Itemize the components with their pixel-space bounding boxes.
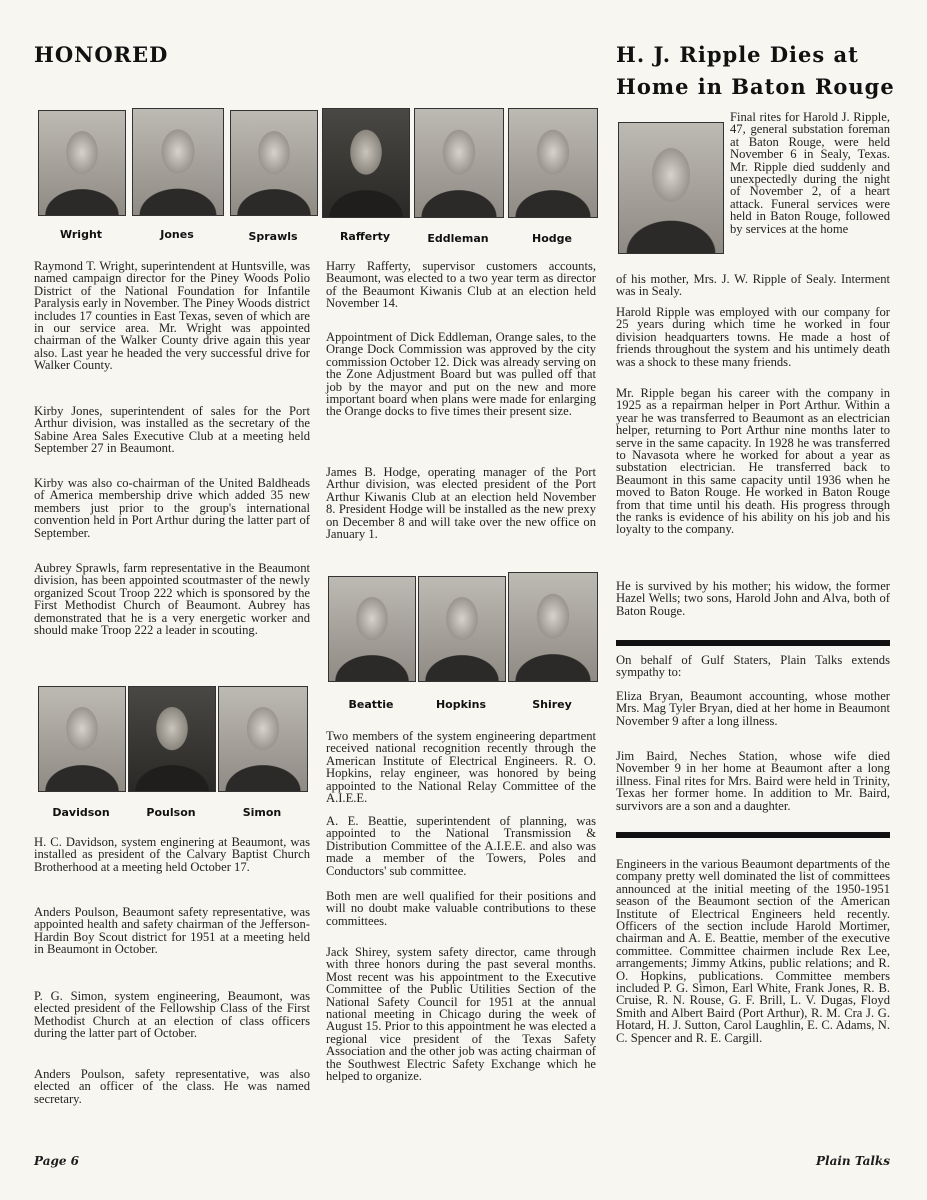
section-heading-honored: HONORED [34,42,169,67]
jones-baldheads-paragraph: Kirby was also co-chairman of the United Baldheads of America membership drive which added 35 new members just prior to the group's international convention held in Port Arthur during the latter part of September. [34,476,310,540]
portrait-eddleman [414,108,504,218]
divider-rule [616,832,890,838]
qualified-paragraph: Both men are well qualified for their positions and will no doubt make valuable contributions to these committees. [326,889,596,928]
caption-davidson: Davidson [52,806,110,819]
ripple-career-paragraph: Mr. Ripple began his career with the company in 1925 as a repairman helper in Port Arthur. Within a year he was transferred to Beaumont as an electrician helper, returning to Port Arthur nine months later to serve in the same capacity. In 1928 he was transferred to Navasota where he worked for about a year as substation electrician. He transferred back to Beaumont in this same capacity until 1936 when he moved to Baton Rouge. He worked in Baton Rouge from that time until his death. His progress through the ranks is evidence of his ability on his job and his loyalty to the company. [616,386,890,537]
wright-paragraph: Raymond T. Wright, superintendent at Huntsville, was named campaign director for the Piney Woods Polio District of the National Foundation for Infantile Paralysis early in November. The Piney Woods district includes 17 counties in East Texas, seven of which are in our service area. Mr. Wright was appointed chairman of the Walker County drive again this year also. Last year he headed the very successful drive for Walker County. [34,259,310,373]
divider-rule [616,640,890,646]
portrait-beattie [328,576,416,682]
portrait-wright [38,110,126,216]
portrait-shirey [508,572,598,682]
bryan-sympathy: Eliza Bryan, Beaumont accounting, whose mother Mrs. Mag Tyler Bryan, died at her home in Beaumont November 9 after a long illness. [616,689,890,728]
beattie-paragraph: A. E. Beattie, superintendent of planning, was appointed to the National Transmission & Distribution Committee of the A.I.E.E. and also was made a member of the Towers, Poles and Conductors' sub committee. [326,814,596,878]
portrait-hopkins [418,576,506,682]
jones-paragraph: Kirby Jones, superintendent of sales for the Port Arthur division, was installed as the secretary of the Sabine Area Sales Executive Club at a meeting held September 27 in Beaumont. [34,404,310,456]
caption-simon: Simon [242,806,282,819]
poulson-secretary-paragraph: Anders Poulson, safety representative, was also elected an officer of the class. He was named secretary. [34,1067,310,1106]
portrait-simon [218,686,308,792]
poulson-paragraph: Anders Poulson, Beaumont safety representative, was appointed health and safety chairman of the Jefferson-Hardin Boy Scout district for 1951 at a meeting held in Beaumont in October. [34,905,310,957]
aiee-committees-paragraph: Engineers in the various Beaumont departments of the company pretty well dominated the list of committees announced at the initial meeting of the 1950-1951 season of the Beaumont section of the American Institute of Electrical Engineers held recently. Officers of the section include Harold Mortimer, chairman and A. E. Beattie, member of the executive committee. Committee chairmen include Rex Lee, arrangements; Jimmy Atkins, public relations; and R. O. Hopkins, publications. Committee members included P. G. Simon, Earl White, Frank Jones, R. B. Cruise, R. N. Rouse, G. F. Brill, L. V. Dugas, Floyd Smith and Albert Baird (Port Arthur), R. M. Cra J. G. Hotard, H. J. Sutton, Carol Laughlin, E. C. Adams, N. C. Spencer and R. E. Cargill. [616,857,890,1045]
ripple-rites-paragraph: Final rites for Harold J. Ripple, 47, general substation foreman at Baton Rouge, were held November 6 in Sealy, Texas. Mr. Ripple died suddenly and unexpectedly during the night of November 2, of a heart attack. Funeral services were held in Baton Rouge, followed by services at the home [730,110,890,236]
simon-paragraph: P. G. Simon, system engineering, Beaumont, was elected president of the Fellowship Class of the First Methodist Church at an election of class officers during the latter part of October. [34,989,310,1041]
portrait-sprawls [230,110,318,216]
caption-jones: Jones [160,228,194,241]
caption-poulson: Poulson [146,806,196,819]
portrait-jones [132,108,224,216]
obituary-heading-line1: H. J. Ripple Dies at [616,42,859,67]
caption-sprawls: Sprawls [248,230,298,243]
portrait-hodge [508,108,598,218]
ripple-employment-paragraph: Harold Ripple was employed with our company for 25 years during which time he worked in four division headquarters towns. He made a host of friends throughout the system and his untimely death was a shock to these many friends. [616,305,890,369]
caption-hodge: Hodge [532,232,572,245]
portrait-poulson [128,686,216,792]
portrait-ripple [618,122,724,254]
eddleman-paragraph: Appointment of Dick Eddleman, Orange sales, to the Orange Dock Commission was approved by the city commission October 12. Dick was already serving on the Zone Adjustment Board but was pulled off that job by the mayor and put on the new and more important board when plans were made for enlarging the Orange docks to five times their present size. [326,330,597,419]
caption-eddleman: Eddleman [427,232,489,245]
hodge-paragraph: James B. Hodge, operating manager of the Port Arthur division, was elected president of the Port Arthur Kiwanis Club at an election held November 8. President Hodge will be installed as the new prexy on December 8 and will take over the new office on January 1. [326,465,596,542]
sprawls-paragraph: Aubrey Sprawls, farm representative in the Beaumont division, has been appointed scoutmaster of the newly organized Scout Troop 222 which is sponsored by the First Methodist Church of Beaumont. Aubrey has demonstrated that he is a very energetic worker and should make Troop 222 a leader in scouting. [34,561,310,638]
portrait-rafferty [322,108,410,218]
page-number: Page 6 [34,1154,80,1168]
davidson-paragraph: H. C. Davidson, system enginering at Beaumont, was installed as president of the Calvary Baptist Church Brotherhood at a meeting held October 17. [34,835,310,874]
caption-rafferty: Rafferty [339,230,391,243]
ripple-rites-continued: of his mother, Mrs. J. W. Ripple of Sealy. Interment was in Sealy. [616,272,890,299]
publication-name: Plain Talks [816,1154,891,1168]
caption-shirey: Shirey [532,698,572,711]
shirey-paragraph: Jack Shirey, system safety director, came through with three honors during the past several months. Most recent was his appointment to the Executive Committee of the Public Utilities Section of the National Safety Council for 1951 at the annual national meeting in Chicago during the week of August 15. Prior to this appointment he was elected a regional vice president of the Texas Safety Association and the other job was acting chairman of the Southwest Electric Safety Exchange which he helped to organize. [326,945,596,1084]
baird-sympathy: Jim Baird, Neches Station, whose wife died November 9 in her home at Beaumont after a long illness. Final rites for Mrs. Baird were held in Trinity, Texas her former home. In addition to Mr. Baird, survivors are a son and a daughter. [616,749,890,813]
obituary-heading-line2: Home in Baton Rouge [616,74,895,99]
caption-hopkins: Hopkins [435,698,487,711]
caption-wright: Wright [59,228,103,241]
sympathy-intro: On behalf of Gulf Staters, Plain Talks extends sympathy to: [616,653,890,680]
portrait-davidson [38,686,126,792]
rafferty-paragraph: Harry Rafferty, supervisor customers accounts, Beaumont, was elected to a two year term as director of the Beaumont Kiwanis Club at an election held November 14. [326,259,596,311]
engineering-recognition-paragraph: Two members of the system engineering department received national recognition recently through the American Institute of Electrical Engineers. R. O. Hopkins, relay engineer, was honored by being appointed to the National Relay Committee of the A.I.E.E. [326,729,596,806]
caption-beattie: Beattie [348,698,394,711]
ripple-survivors-paragraph: He is survived by his mother; his widow, the former Hazel Wells; two sons, Harold John and Alva, both of Baton Rouge. [616,579,890,618]
